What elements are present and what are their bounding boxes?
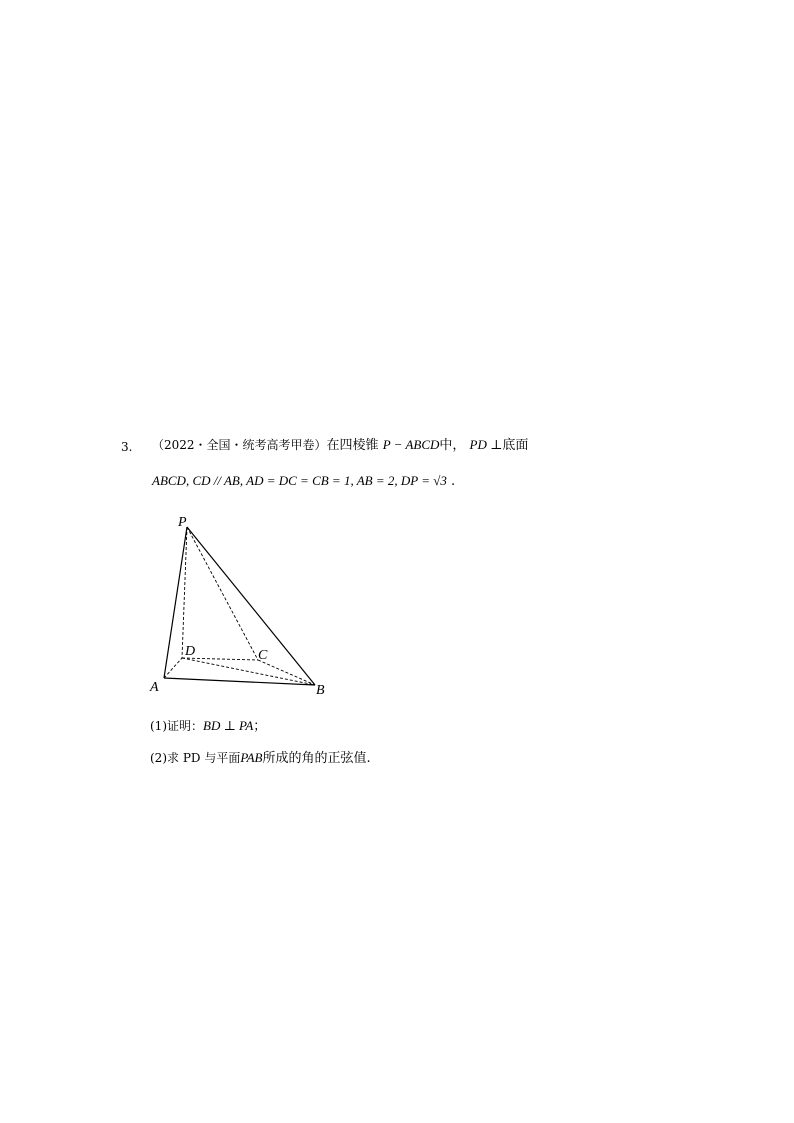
question-2-prefix: (2)求 PD 与平面 — [150, 751, 241, 765]
question-1-suffix: ； — [253, 719, 267, 734]
intro-text: 在四棱锥 — [326, 438, 379, 453]
question-2-math: PAB — [240, 750, 263, 765]
perp-statement: PD ⊥ — [469, 437, 503, 452]
edge-AB — [164, 678, 315, 685]
problem-number: 3. — [121, 440, 133, 454]
problem-statement-line-1 — [152, 437, 528, 454]
problem-source: （2022・全国・统考高考甲卷） — [152, 438, 327, 452]
vertex-label-P: P — [178, 515, 187, 530]
conditions-end: . — [451, 474, 456, 489]
vertex-label-D: D — [185, 644, 196, 659]
question-1 — [150, 718, 266, 735]
mid-text: 中， — [439, 438, 466, 453]
conditions: ABCD, CD // AB, AD = DC = CB = 1, AB = 2, DP = √3 — [152, 473, 447, 488]
edge-PC — [187, 527, 258, 660]
pyramid-figure — [140, 505, 340, 705]
question-2-suffix: 所成的角的正弦值. — [262, 751, 371, 766]
base-text: 底面 — [502, 438, 529, 453]
edge-DB — [182, 658, 315, 685]
pyramid-name: P − ABCD — [382, 437, 440, 452]
vertex-label-A: A — [150, 680, 159, 695]
question-2 — [150, 750, 371, 767]
question-1-math: BD ⊥ PA — [203, 718, 254, 733]
edge-PA — [164, 527, 187, 678]
problem-statement-line-2 — [152, 473, 455, 490]
edge-CB — [258, 660, 315, 685]
vertex-label-B: B — [316, 683, 325, 698]
edge-PB — [187, 527, 315, 685]
question-1-prefix: (1)证明： — [150, 719, 203, 733]
vertex-label-C: C — [258, 648, 268, 663]
